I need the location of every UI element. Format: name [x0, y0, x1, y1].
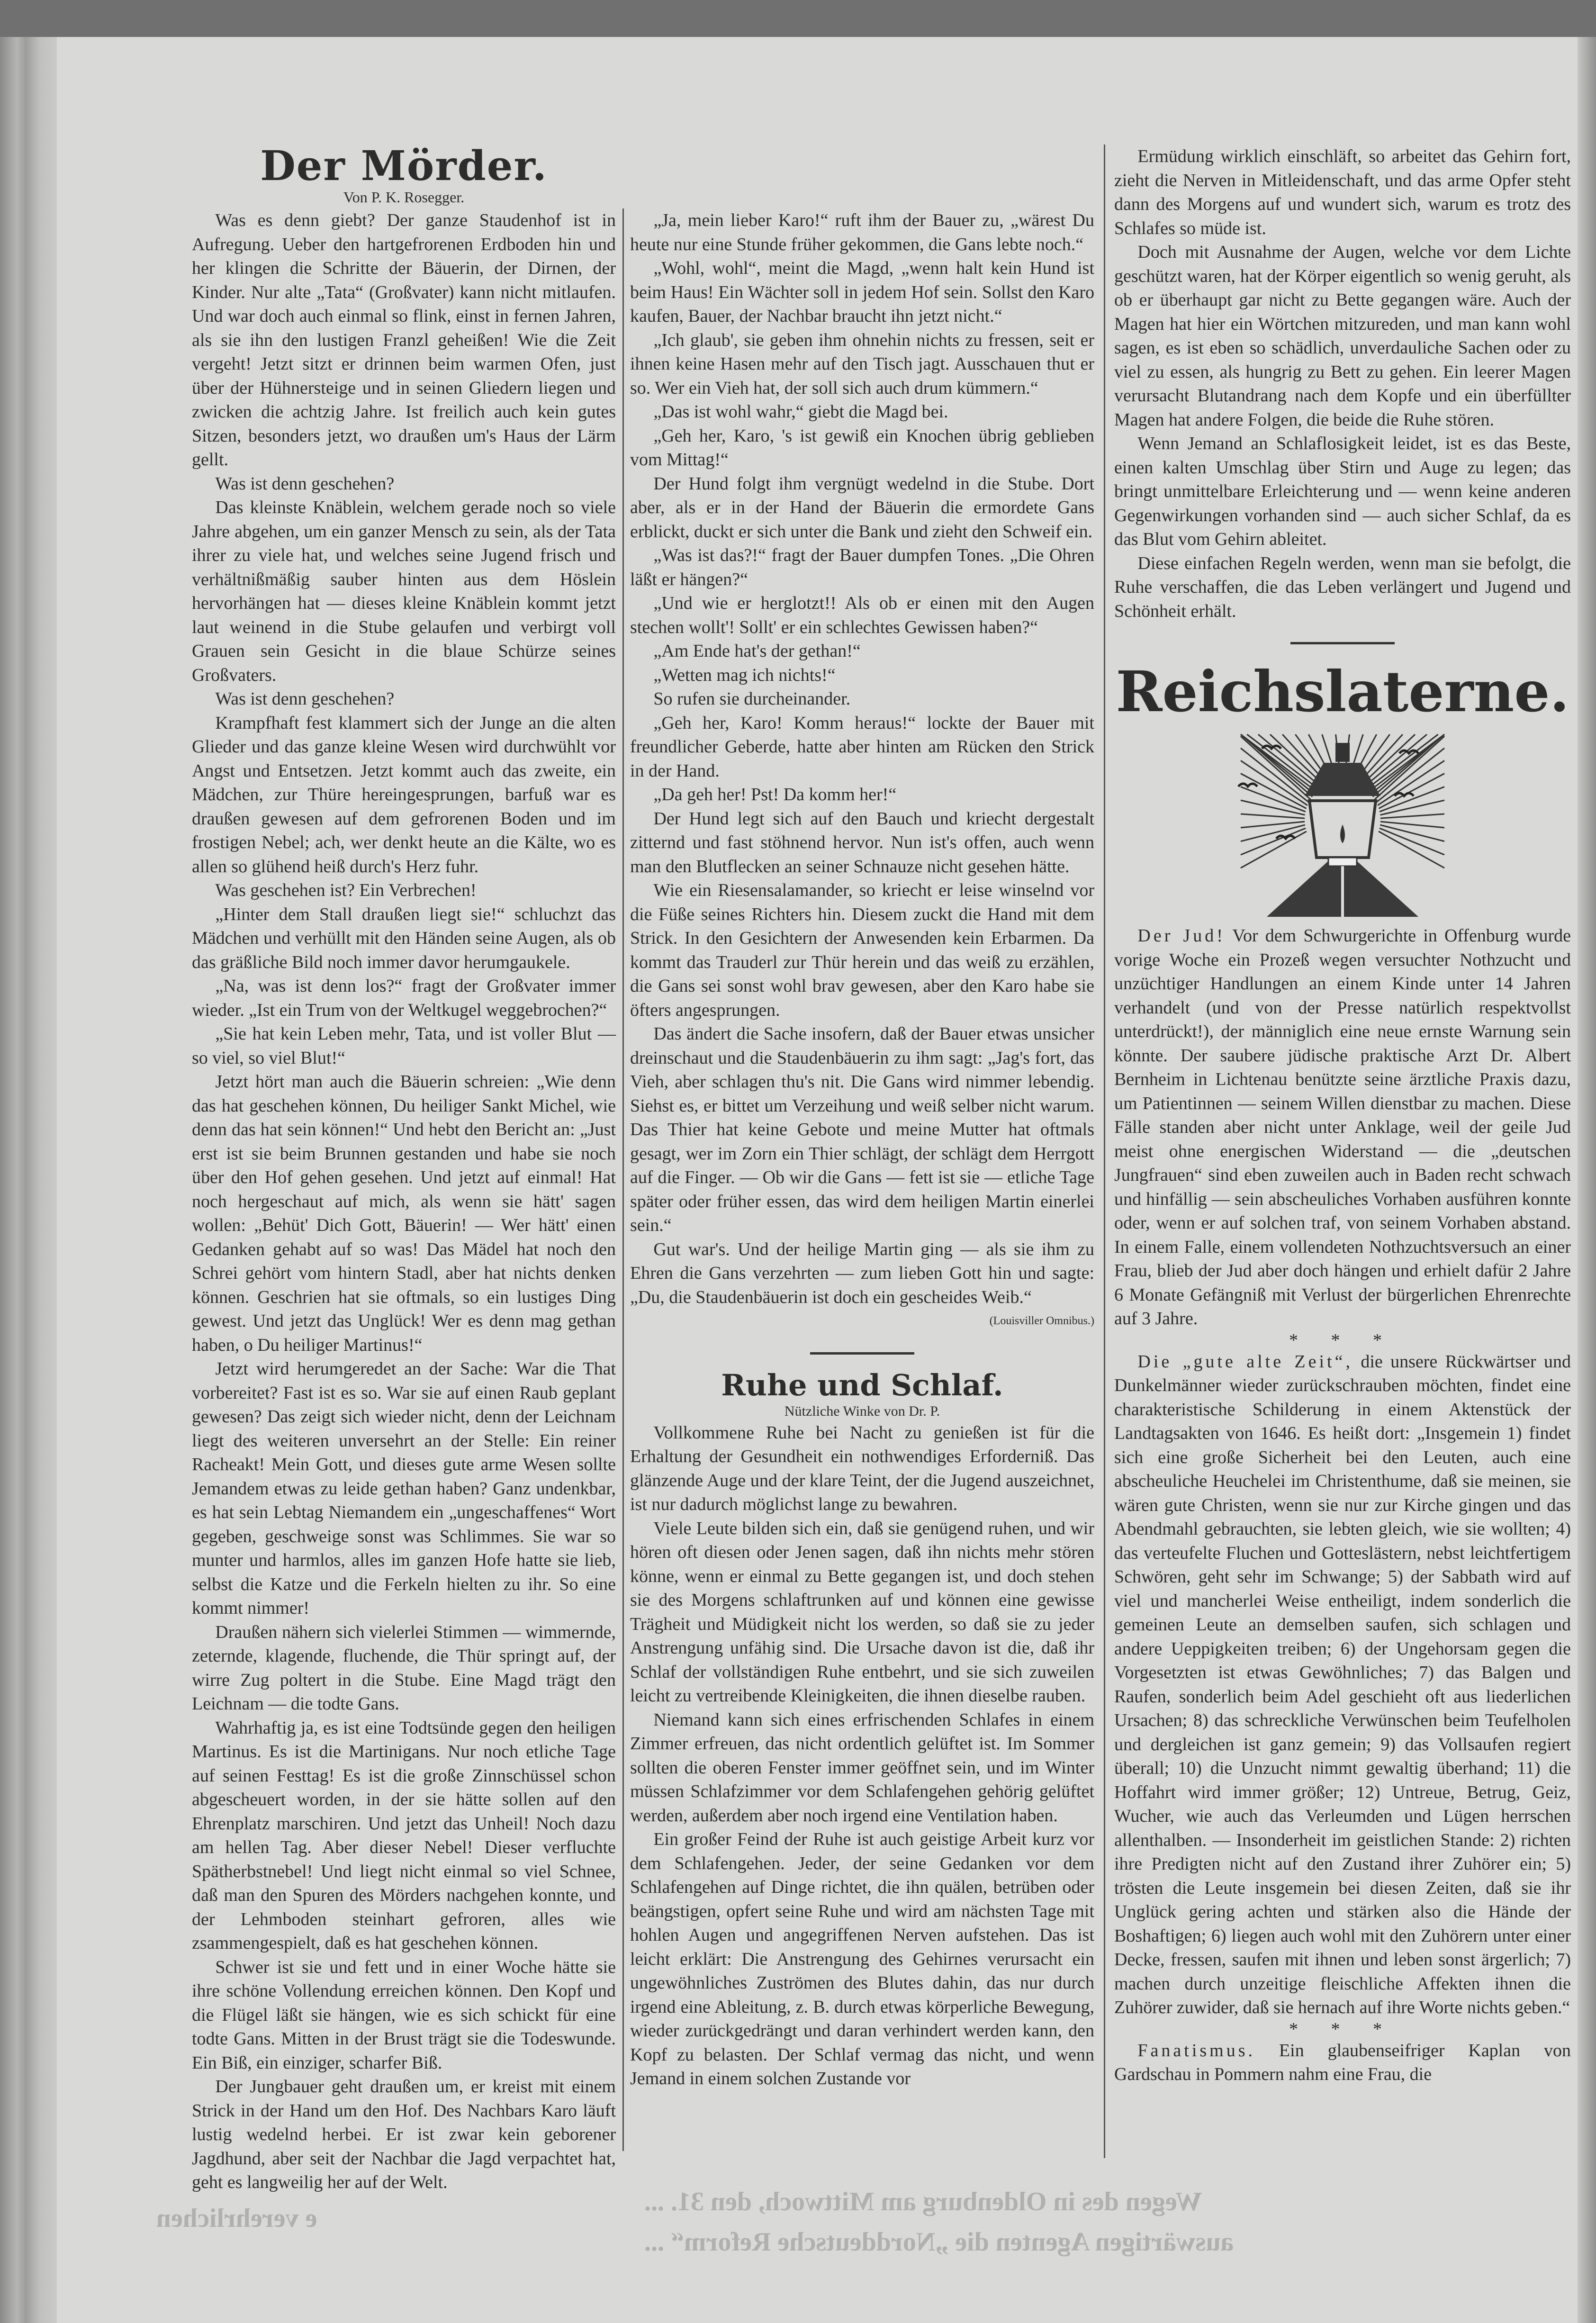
- paragraph: Was geschehen ist? Ein Verbrechen!: [215, 880, 477, 900]
- scan-border-top: [0, 0, 1596, 37]
- news-item: Die „gute alte Zeit“, die unsere Rückwärtser und Dunkelmänner wieder zurückschrauben möchten, findet eine charakteristische Schilderung in einem Aktenstück der Landtagsakten von 1646. Es heißt dort: „Insgemein 1) findet sich eine große Sicherheit bei den Leuten, auch eine abscheuliche Heuchelei im Christenthume, daß sie meinen, sie wären gute Christen, wenn sie nur zur Kirche gingen und das Abendmahl gebrauchten, sie lebten gleich, wie sie wollten; 4) das verteufelte Fluchen und Gotteslästern, nebst leichtfertigem Schwören, geht sehr im Schwange; 5) der Sabbath wird auf viel und mancherlei Weise entheiligt, indem sonderlich die gemeinen Leute an demselben saufen, sich schlagen und andere Ueppigkeiten treiben; 6) der Ungehorsam gegen die Vorgesetzten ist etwas Gewöhnliches; 7) das Balgen und Raufen, sonderlich beim Adel geschieht oft aus liederlichen Ursachen; 8) das schreckliche Verwünschen beim Teufelholen und dergleichen ist ganz gemein; 9) das Vollsaufen regiert überall; 10) die Unzucht nimmt gewaltig überhand; 11) die Hoffahrt wird immer größer; 12) Untreue, Betrug, Geiz, Wucher, wie auch das Verleumden und Lügen herrschen allenthalben. — Insonderheit im geistlichen Stande: 2) richten ihre Predigten nicht auf den Zustand ihrer Zuhörer ein; 5) trösten die Leute insgemein bei diesen Zeiten, daß sie ihr Unglück gering achten und stärken also die Hände der Boshaftigen; 6) liegen auch wohl mit den Zuhörern unter einer Decke, fressen, saufen mit ihnen und leben sonst ärgerlich; 7) machen durch unzeitige fleischliche Affekten ihnen die Zuhörer zuwider, daß sie hernach auf ihre Worte nichts geben.“: [1114, 1351, 1571, 2017]
- paragraph: So rufen sie durcheinander.: [653, 689, 851, 709]
- paragraph: Schwer ist sie und fett und in einer Woche hätte sie ihre schöne Vollendung erreichen können. Den Kopf und die Flügel läßt sie hängen, wie es sich schickt für eine todte Gans. Mitten in der Brust trägt sie die Todeswunde. Ein Biß, ein einziger, scharfer Biß.: [192, 1957, 616, 2073]
- news-item: Fanatismus. Ein glaubenseifriger Kaplan von Gardschau in Pommern nahm eine Frau, die: [1114, 2040, 1571, 2084]
- light-ray: [1379, 832, 1444, 868]
- news-item: Der Jud! Vor dem Schwurgerichte in Offenburg wurde vorige Woche ein Prozeß wegen versuchter Nothzucht und unzüchtiger Handlungen an einem Kinde unter 14 Jahren verhandelt (und von der Presse natürlich respektvollst unterdrückt!), der männiglich eine neue ernste Warnung sein könnte. Der saubere jüdische praktische Arzt Dr. Albert Bernheim in Lichtenau benützte seine ärztliche Praxis dazu, um Patientinnen — seinem Willen dienstbar zu machen. Diese Fälle standen aber nicht unter Anklage, weil der geile Jud meist ohne energischen Widerstand — die „deutschen Jungfrauen“ sind eben zuweilen auch in Baden recht schwach und hinfällig — sein abscheuliches Vorhaben ausführen konnte oder, wenn er auf solchen traf, von seinem Vorhaben abstand. In einem Falle, einem vollendeten Nothzuchtsversuch an einer Frau, blieb der Jud aber doch hängen und erhielt dafür 2 Jahre 6 Monate Gefängniß mit Verlust der bürgerlichen Ehrenrechte auf 3 Jahre.: [1114, 926, 1571, 1329]
- lantern-base-icon: [1328, 858, 1357, 866]
- section-title: Reichslaterne.: [1116, 659, 1569, 724]
- scan-border-right: [1577, 37, 1596, 2323]
- paragraph: Das kleinste Knäblein, welchem gerade noch so viele Jahre abgehen, um ein ganzer Mensch zu sein, als der Tata ihrer zu viele hat, und welches seine Jugend frisch und verhältnißmäßig sauber hinten aus dem Höslein hervorhängen hat — dieses kleine Knäblein kommt jetzt laut weinend in die Stube gelaufen und verbirgt voll Grauen sein Gesicht in die blaue Schürze seines Großvaters.: [192, 497, 616, 685]
- light-ray: [1241, 832, 1307, 868]
- bleedthrough-text: e verehrlichen: [156, 2204, 317, 2233]
- paragraph: „Was ist das?!“ fragt der Bauer dumpfen Tones. „Die Ohren läßt er hängen?“: [630, 545, 1094, 589]
- paragraph: Wenn Jemand an Schlaflosigkeit leidet, ist es das Beste, einen kalten Umschlag über Stirn und Auge zu legen; das bringt unmittelbare Erleichterung und — wenn keine anderen Gegenwirkungen vorhanden sind — auch sicher Schlaf, da es das Blut vom Gehirn ableitet.: [1114, 434, 1571, 549]
- paragraph: Niemand kann sich eines erfrischenden Schlafes in einem Zimmer erfreuen, das nicht ordentlich gelüftet ist. Im Sommer sollten die oberen Fenster immer geöffnet sein, und im Winter müssen Schlafzimmer vor dem Schlafengehen gehörig gelüftet werden, außerdem aber noch irgend eine Ventilation haben.: [630, 1709, 1094, 1826]
- paragraph: Gut war's. Und der heilige Martin ging — als sie ihm zu Ehren die Gans verzehrten — zum lieben Gott hin und sagte: „Du, die Staudenbäuerin ist doch ein gescheides Weib.“: [630, 1239, 1094, 1307]
- bird-icon: [1238, 784, 1257, 786]
- bird-icon: [1395, 793, 1414, 796]
- paragraph: Ein großer Feind der Ruhe ist auch geistige Arbeit kurz vor dem Schlafengehen. Jeder, der seine Gedanken vor dem Schlafengehen auf Dinge richtet, die ihn quälen, betrüben oder beängstigen, opfert seine Ruhe und wird am nächsten Tage mit hohlen Augen und angegriffenen Nerven aufstehen. Das ist leicht erklärt: Die Anstrengung des Gehirnes verursacht ein ungewöhnliches Zuströmen des Blutes dahin, das nur durch irgend eine Ableitung, z. B. durch etwas körperliche Bewegung, wieder zurückgedrängt und daran verhindert werden kann, den Kopf zu belasten. Der Schlaf vermag das nicht, und wenn Jemand in einem solchen Zustande vor: [630, 1829, 1094, 2088]
- paragraph: Das ändert die Sache insofern, daß der Bauer etwas unsicher dreinschaut und die Staudenbäuerin zu ihm sagt: „Jag's fort, das Vieh, aber schlagen thu's nit. Die Gans wird nimmer lebendig. Siehst es, er bittet um Verzeihung und weiß selber nicht warum. Das Thier hat keine Gebote und meine Mutter hat oftmals gesagt, wer im Zorn ein Thier schlägt, der schlägt dem Herrgott auf die Finger. — Ob wir die Gans — fett ist sie — etliche Tage später oder früher essen, das wird dem heiligen Martin einerlei sein.“: [630, 1024, 1094, 1235]
- paragraph: „Na, was ist denn los?“ fragt der Großvater immer wieder. „Ist ein Trum von der Weltkugel weggebrochen?“: [192, 976, 616, 1020]
- paragraph: Der Jungbauer geht draußen um, er kreist mit einem Strick in der Hand um den Hof. Des Nachbars Karo läuft lustig wedelnd herbei. Er ist zwar kein geborener Jagdhund, aber seit der Nachbar die Jagd verpachtet hat, geht es langweilig her auf der Welt.: [192, 2077, 616, 2192]
- bleedthrough-text: Wegen des in Oldenburg am Mittwoch, den 31. ...: [644, 2187, 1202, 2216]
- paragraph: Jetzt wird herumgeredet an der Sache: War die That vorbereitet? Fast ist es so. War sie auf einen Raub geplant gewesen? Das zeigt sich wieder nicht, denn der Leichnam liegt des weiteren unversehrt an der Stelle: Ein reiner Racheakt! Mein Gott, und dieses gute arme Wesen sollte Jemandem etwas zu leide gethan haben? Ganz undenkbar, es hat sein Lebtag Niemandem ein „ungeschaffenes“ Wort gegeben, geschweige sonst was Schlimmes. Sie war so munter und harmlos, alles im ganzen Hofe hatte sie lieb, selbst die Katze und die Ferkeln hielten zu ihr. So eine kommt nimmer!: [192, 1359, 616, 1618]
- paragraph: Ermüdung wirklich einschläft, so arbeitet das Gehirn fort, zieht die Nerven in Mitleidenschaft, und das arme Opfer steht dann des Morgens auf und wundert sich, warum es trotz des Schlafes so müde ist.: [1114, 146, 1571, 238]
- separator: * * *: [1289, 1330, 1396, 1350]
- light-ray: [1241, 814, 1305, 818]
- bleedthrough-text: auswärtigen Agenten die „Norddeutsche Reform“ ...: [644, 2227, 1234, 2257]
- section-rule: [1290, 642, 1395, 644]
- bird-icon: [1399, 750, 1418, 753]
- article-title: Ruhe und Schlaf.: [721, 1367, 1003, 1402]
- paragraph: Wahrhaftig ja, es ist eine Todtsünde gegen den heiligen Martinus. Es ist die Martinigans. Nur noch etliche Tage auf seinen Festtag! Es ist die große Zinnschüssel schon abgescheuert worden, in der sie hätte sollen auf den Ehrenplatz marschiren. Und jetzt das Unheil! Noch dazu am hellen Tag. Aber dieser Nebel! Dieser verfluchte Spätherbstnebel! Und liegt nicht einmal so viel Schnee, daß man den Spuren des Mörders nachgehen konnte, und der Lehmboden steinhart gefroren, alles wie zsammengespielt, daß es hat geschehen können.: [192, 1717, 616, 1953]
- paragraph: Was es denn giebt? Der ganze Staudenhof ist in Aufregung. Ueber den hartgefrorenen Erdboden hin und her klingen die Schritte der Bäuerin, der Dirnen, der Kinder. Nur alte „Tata“ (Großvater) kann nicht mitlaufen. Und war doch auch einmal so flink, einst in fernen Jahren, als sie ihn den lustigen Franzl geheißen! Wie die Zeit vergeht! Jetzt sitzt er drinnen beim warmen Ofen, just über der Hühnersteige und in seinen Gliedern liegen und zwicken die achtzig Jahre. Ist freilich auch kein gutes Sitzen, besonders jetzt, wo draußen um's Haus der Lärm gellt.: [192, 210, 616, 470]
- paragraph: „Hinter dem Stall draußen liegt sie!“ schluchzt das Mädchen und verhüllt mit den Händen seine Augen, als ob das gräßliche Bild noch immer davor herumgaukele.: [192, 904, 616, 972]
- column-3: [1114, 145, 1571, 2182]
- book-binding-edge: [0, 37, 57, 2323]
- paragraph: Draußen nähern sich vielerlei Stimmen — wimmernde, zeternde, klagende, fluchende, die Thür springt auf, der wirre Zug poltert in die Stube. Eine Magd trägt den Leichnam — die todte Gans.: [192, 1622, 616, 1714]
- light-ray: [1241, 828, 1306, 855]
- paragraph: „Ich glaub', sie geben ihm ohnehin nichts zu fressen, seit er ihnen keine Hasen mehr auf den Tisch jagt. Ausschauen thut er so. Wer ein Vieh hat, der soll sich auch drum kümmern.“: [630, 330, 1094, 398]
- paragraph: Viele Leute bilden sich ein, daß sie genügend ruhen, und wir hören oft diesen oder Jenen sagen, daß ihn nichts mehr stören könne, wenn er einmal zu Bette gegangen ist, und doch stehen sie des Morgens schlaftrunken auf und können eine gewisse Trägheit und Müdigkeit nicht los werden, so daß sie zu jeder Anstrengung unfähig sind. Die Ursache davon ist die, daß ihr Schlaf der vollständigen Ruhe entbehrt, und sie sich zuweilen leicht zu vertreibende Kleinigkeiten, die ihnen dieselbe rauben.: [630, 1518, 1094, 1706]
- paragraph: „Geh her, Karo! Komm heraus!“ lockte der Bauer mit freundlicher Geberde, hatte aber hinten am Rücken den Strick in der Hand.: [630, 713, 1094, 781]
- light-ray: [1380, 828, 1444, 855]
- paragraph: Was ist denn geschehen?: [215, 473, 395, 494]
- paragraph: Krampfhaft fest klammert sich der Junge an die alten Glieder und das ganze kleine Wesen wird durchwühlt vor Angst und Entsetzen. Jetzt kommt auch das zweite, ein Mädchen, zur Thüre hereingesprungen, barfuß war es draußen gewesen auf dem gefrorenen Boden und im frostigen Nebel; ach, wer denkt heute an die Kälte, wo es allen so glühend heiß durch's Herz fuhr.: [192, 713, 616, 877]
- paragraph: „Geh her, Karo, 's ist gewiß ein Knochen übrig geblieben vom Mittag!“: [630, 425, 1094, 470]
- lantern-pole-icon: [1341, 866, 1344, 917]
- paragraph: Vollkommene Ruhe bei Nacht zu genießen ist für die Erhaltung der Gesundheit ein nothwendiges Erforderniß. Das glänzende Auge und der klare Teint, der die Jugend auszeichnet, ist nur dadurch möglichst lange zu bewahren.: [630, 1422, 1094, 1514]
- paragraph: „Sie hat kein Leben mehr, Tata, und ist voller Blut — so viel, so viel Blut!“: [192, 1024, 616, 1068]
- paragraph: „Das ist wohl wahr,“ giebt die Magd bei.: [653, 402, 948, 422]
- paragraph: „Am Ende hat's der gethan!“: [653, 641, 861, 661]
- lantern-illustration: [1234, 730, 1452, 919]
- light-ray: [1380, 814, 1444, 818]
- lantern-chimney-icon: [1335, 743, 1350, 762]
- paragraph: „Wetten mag ich nichts!“: [653, 665, 836, 685]
- paragraph: Was ist denn geschehen?: [215, 689, 395, 709]
- column-divider: [622, 208, 624, 2151]
- paragraph: „Und wie er herglotzt!! Als ob er einen mit den Augen stechen wollt'! Sollt' er ein schlechtes Gewissen haben?“: [630, 593, 1094, 637]
- source-note: (Louisviller Omnibus.): [989, 1315, 1094, 1327]
- paragraph: „Ja, mein lieber Karo!“ ruft ihm der Bauer zu, „wärest Du heute nur eine Stunde früher gekommen, die Gans lebte noch.“: [630, 210, 1094, 254]
- article-title: Der Mörder.: [260, 142, 548, 190]
- paragraph: Diese einfachen Regeln werden, wenn man sie befolgt, die Ruhe verschaffen, die das Leben verlängert und Jugend und Schönheit erhält.: [1114, 553, 1571, 621]
- paragraph: Der Hund folgt ihm vergnügt wedelnd in die Stube. Dort aber, als er in der Hand der Bäuerin die ermordete Gans erblickt, duckt er sich unter die Bank und zieht den Schweif ein.: [630, 473, 1094, 542]
- separator: * * *: [1289, 2019, 1396, 2039]
- section-rule: [810, 1352, 914, 1355]
- article-subtitle: Nützliche Winke von Dr. P.: [784, 1403, 940, 1419]
- article-byline: Von P. K. Rosegger.: [343, 189, 465, 206]
- column-divider: [1104, 145, 1105, 2158]
- column-2: [630, 208, 1094, 2179]
- paragraph: Wie ein Riesensalamander, so kriecht er leise winselnd vor die Füße seines Richters hin. Diesem zuckt die Hand mit dem Strick. In den Gesichtern der Anwesenden kein Erbarmen. Da kommt das Trauderl zur Thür herein und das weiß zu erzählen, die Gans sei sonst wohl brav gewesen, aber den Karo habe sie öfters angesprungen.: [630, 880, 1094, 1020]
- lantern-top-icon: [1305, 763, 1380, 796]
- paragraph: Jetzt hört man auch die Bäuerin schreien: „Wie denn das hat geschehen können, Du heiliger Sankt Michel, wie denn das hat sein können!“ Und hebt den Bericht an: „Just erst ist sie beim Brunnen gestanden und habe sie noch über den Hof gehen gesehen. Und jetzt auf einmal! Hat noch hergeschaut auf mich, als wenn sie hätt' sagen wollen: „Behüt' Dich Gott, Bäuerin! — Wer hätt' einen Gedanken gehabt auf so was! Das Mädel hat noch den Schrei gehört vom hintern Stadl, aber hat nichts denken können. Geschrien hat sie oftmals, so ein lustiges Ding gewest. Und jetzt das Unglück! Wer es denn mag gethan haben, o Du heiliger Martinus!“: [192, 1072, 616, 1355]
- column-1: [192, 208, 616, 2192]
- paragraph: Der Hund legt sich auf den Bauch und kriecht dergestalt zitternd und fast stöhnend hervor. Nun ist's offen, auch wenn man den Blutflecken an seiner Schnauze nicht gesehen hätte.: [630, 808, 1094, 877]
- paragraph: „Da geh her! Pst! Da komm her!“: [653, 785, 897, 804]
- paragraph: Doch mit Ausnahme der Augen, welche vor dem Lichte geschützt waren, hat der Körper eigentlich so wenig geruht, als ob er überhaupt gar nicht zu Bette gegangen wäre. Auch der Magen hat hier ein Wörtchen mitzureden, und man kann wohl sagen, es ist eben so schädlich, unverdauliche Sachen oder zu viel zu essen, als hungrig zu Bett zu gehen. Ein leerer Magen verursacht Blutandrang nach dem Kopfe und ein überfüllter Magen hat andere Folgen, die beide die Ruhe stören.: [1114, 242, 1571, 430]
- paragraph: „Wohl, wohl“, meint die Magd, „wenn halt kein Hund ist beim Haus! Ein Wächter soll in jedem Hof sein. Sollst den Karo kaufen, Bauer, der Nachbar braucht ihn jetzt nicht.“: [630, 258, 1094, 326]
